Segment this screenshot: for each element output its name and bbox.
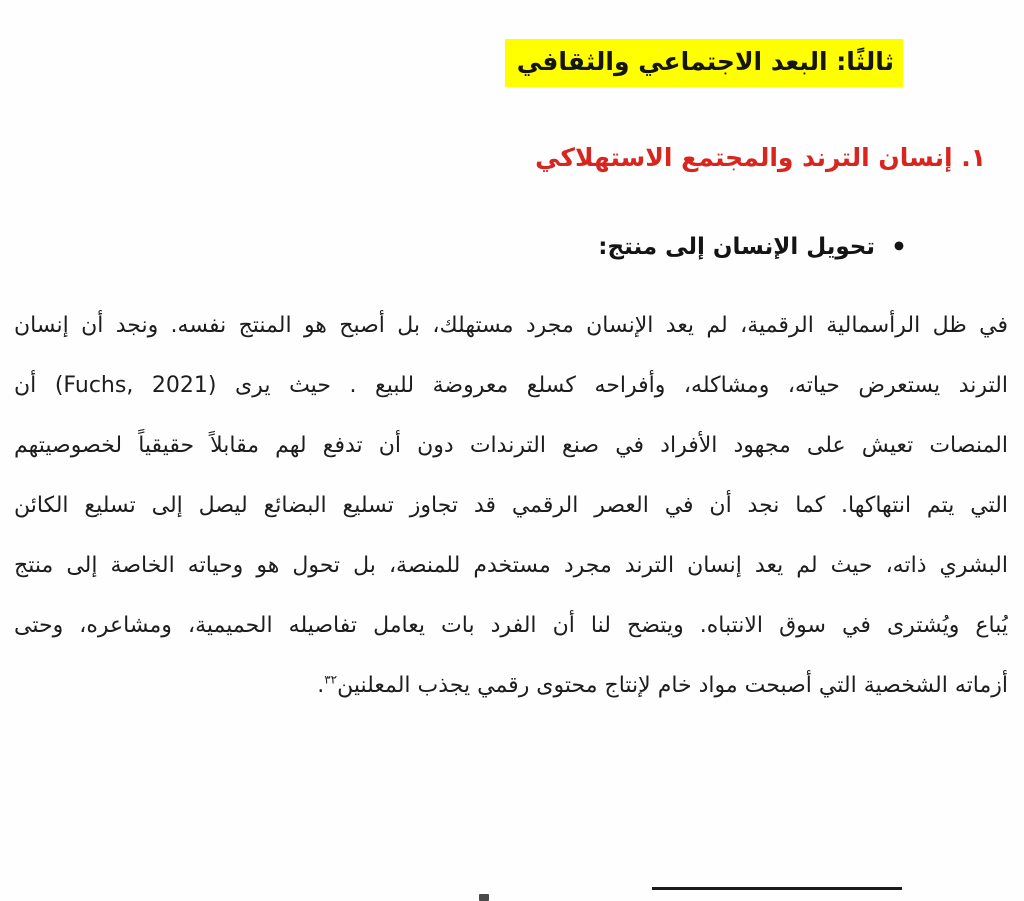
- paragraph-last-line-text: أزماته الشخصية التي أصبحت مواد خام لإنتاج محتوى رقمي يجذب المعلنين: [337, 673, 1008, 698]
- paragraph-line: المنصات تعيش على مجهود الأفراد في صنع الترندات دون أن تدفع لهم مقابلاً حقيقياً لخصوصيتهم: [14, 433, 1008, 458]
- page-number-partial: [479, 894, 489, 901]
- footnote-separator-line: [652, 887, 902, 890]
- bullet-icon: •: [891, 232, 907, 261]
- body-paragraph: [14, 296, 1008, 716]
- subsection-heading: ١. إنسان الترند والمجتمع الاستهلاكي: [535, 143, 986, 172]
- sentence-period: .: [317, 673, 325, 698]
- paragraph-last-line: [14, 656, 1008, 716]
- bullet-item-label: تحويل الإنسان إلى منتج:: [598, 234, 876, 260]
- paragraph-line: في ظل الرأسمالية الرقمية، لم يعد الإنسان مجرد مستهلك، بل أصبح هو المنتج نفسه. ونجد أن إنسان: [14, 313, 1008, 338]
- bullet-item: [598, 231, 907, 260]
- paragraph-line: الترند يستعرض حياته، ومشاكله، وأفراحه كسلع معروضة للبيع . حيث يرى (Fuchs, 2021) أن: [14, 373, 1008, 398]
- paragraph-line: البشري ذاته، حيث لم يعد إنسان الترند مجرد مستخدم للمنصة، بل تحول هو وحياته الخاصة إلى منتج: [14, 553, 1008, 578]
- paragraph-line: يُباع ويُشترى في سوق الانتباه. ويتضح لنا أن الفرد بات يعامل تفاصيله الحميمية، ومشاعره، وحتى: [14, 613, 1008, 638]
- paragraph-line: التي يتم انتهاكها. كما نجد أن في العصر الرقمي قد تجاوز تسليع البضائع ليصل إلى تسليع الكائن: [14, 493, 1008, 518]
- section-heading-highlighted: ثالثًا: البعد الاجتماعي والثقافي: [505, 39, 903, 87]
- footnote-marker: ٣٢: [324, 672, 338, 687]
